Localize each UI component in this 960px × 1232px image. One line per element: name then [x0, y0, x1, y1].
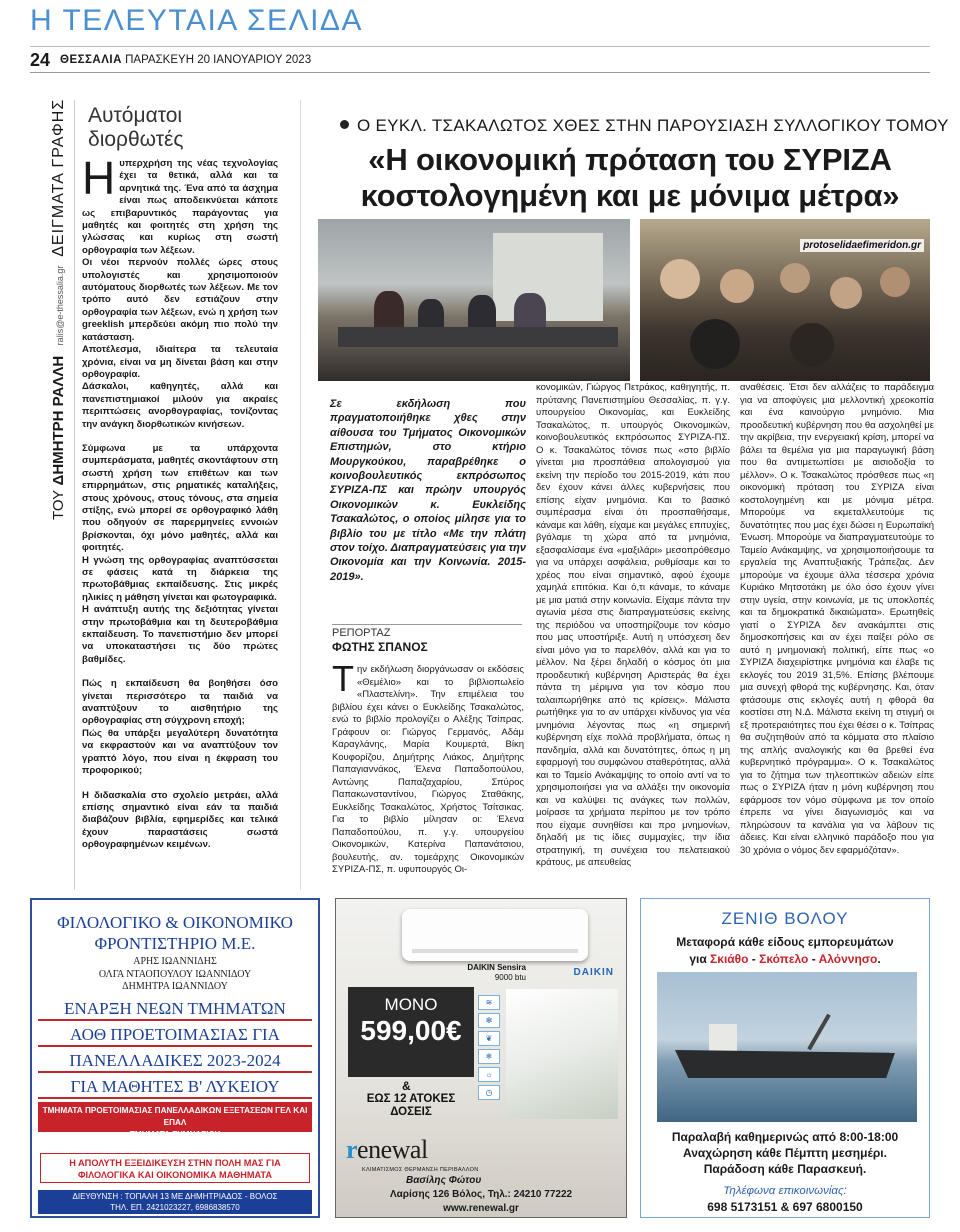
btu-rating: 9000 btu — [494, 973, 526, 982]
owner-name: Βασίλης Φώτου — [406, 1175, 482, 1186]
bullet-icon — [340, 120, 349, 129]
paragraph: Σύμφωνα με τα υπάρχοντα συμπεράσματα, μαθητές σκοντάφτουν στη σωστή χρήση των επιθέτων και των επιρρημάτων, στις ρηματικές καταλήξεις, στους χρόνους, στους τόνους, στα σημεία στίξης, ενώ μπορεί σε ορθογραφικό λάθη που οδηγούν σε παρερμηνείες εννοιών βρίσκονται, όχι μόνο μαθητές, αλλά και φοιτητές. — [82, 442, 278, 554]
paragraph: ην εκδήλωση διοργάνωσαν οι εκδόσεις «Θεμέλιο» και το βιβλιοπωλείο «Πλαστελίνη». Την επιμέλεια του βιβλίου έχει κάνει ο Ευκλείδης Τσακαλώτος, ενώ το βιβλίο προλογίζει ο Αλέξης Τσίπρας. Γράφουν οι: Γιώργος Γερμανός, Αδάμ Καραγλάνης, Μαρία Κουμερτά, Βίκη Κουφορίζου, Δημήτρης Λιάκος, Δημήτρης Παπαγιαννάκος, Έλενα Παπαδοπούλου, Αντώνης Παπαζαχαρίου, Σπύρος Παπακωνσταντίνου, Γιώργος Σταθάκης, Ευκλείδης Τσακαλώτος, Χρήστος Τσίτσικας. Για το βιβλίο μίλησαν οι: Έλενα Παπαδοπούλου, π. γ.γ. υπουργείου Οικονομικών, Κατερίνα Παπανάτσιου, βουλευτής, αν. τομεάρχης Οικονομικών ΣΥΡΙΖΑ-ΠΣ, π. υφυπουργός Οι- — [332, 664, 524, 875]
ac-vent — [412, 949, 578, 953]
ad-title-line: ΦΙΛΟΛΟΓΙΚΟ & ΟΙΚΟΝΟΜΙΚΟ — [57, 913, 293, 932]
renewal-ad — [335, 898, 627, 1218]
article-column: αναθέσεις. Έτσι δεν αλλάζεις το παράδειγμα για να αποφύγεις μια μελλοντική χρεοκοπία και ένα καινούργιο μνημόνιο. Μια προοδευτική κυβέρνηση που θα ασχοληθεί με την ακρίβεια, την ενεργειακή κρίση, μπορεί να βάλει τα θεμέλια για μια παραγωγική βάση που θα αντιμετωπίσει με αισιοδοξία το μέλλον». Ο κ. Τσακαλώτος πρόσθεσε πως «η οικονομική πρόταση του ΣΥΡΙΖΑ είναι κοστολογημένη και με μόνιμα μέτρα. Μπορούμε να εκμεταλλευτούμε τις δυνατότητες που μας έχει δώσει η Ευρωπαϊκή Ένωση. Μπορούμε να διαπραγματευτούμε το Ταμείο Ανάκαμψης, να χρησιμοποιήσουμε τα εργαλεία της Αναπτυξιακής Τράπεζας. Δεν μπορούμε να έχουμε άλλα τέσσερα χρόνια Κυριάκο Μητσοτάκη με όλο όσο έχουν γίνει στην υγεία, στην κοινωνία, με τις υποκλοπές και τα δημοκρατικά δικαιώματα». Ερωτηθείς γιατί ο ΣΥΡΙΖΑ δεν ανακάμπτει στις δημοσκοπήσεις και αν έχει παίξει ρόλο σε αυτό η μνημονιακή πολιτική, είπε πως «ο ΣΥΡΙΖΑ διαχειρίστηκε μνημόνια και έλαβε τις εκλογές του 2019 31,5%. Επίσης βλέπουμε μια συνεχή φθορά της κυβέρνησης. Και, όταν φτάσουμε στις εκλογές αυτή η φθορά θα κοστίσει στη Ν.Δ. Μάλιστα εκείνη τη στιγμή οι εξ προτεραιότητες που έχει θέσει ο κ. Τσίπρας θα συζητηθούν από τα κόμματα στο πλαίσιο της απλής αναλογικής και θα βρεθεί ένα κυβερνητικό πρόγραμμα». Ο κ. Τσακαλώτος για το ζήτημα των τηλεοπτικών αδειών είπε πως ο ΣΥΡΙΖΑ ήταν η μόνη κυβέρνηση που εφάρμοσε τον νόμο σύμφωνα με τον οποίο έπρεπε να γίνει διαγωνισμός και να πληρώσουν τα κανάλια για να λάβουν τις άδειες. Και είναι ελληνικό παράδοξο που για 30 χρόνια ο νόμος δεν εφαρμόζόταν». — [740, 382, 934, 856]
destination: Σκιάθο — [710, 952, 749, 966]
audience-figure — [660, 259, 700, 299]
daikin-logo: DAIKIN — [573, 967, 614, 978]
installments-line: ΕΩΣ 12 ΑΤΟΚΕΣ — [366, 1093, 456, 1105]
specialty-text: Η ΑΠΟΛΥΤΗ ΕΞΕΙΔΙΚΕΥΣΗ ΣΤΗΝ ΠΟΛΗ ΜΑΣ ΓΙΑ — [69, 1158, 281, 1168]
teacher-name: ΑΡΗΣ ΙΩΑΝΝΙΔΗΣ — [133, 956, 217, 967]
dropcap: Η — [82, 152, 116, 204]
column-name: ΔΕΙΓΜΑΤΑ ΓΡΑΦΗΣ — [50, 98, 67, 257]
ad-title-line: ΦΡΟΝΤΙΣΤΗΡΙΟ Μ.Ε. — [94, 934, 256, 953]
paragraph: Πώς η εκπαίδευση θα βοηθήσει όσο γίνεται περισσότερο τα παιδιά να αναπτύξουν το αισθητήριο της ορθογραφίας στη σύγχρονη εποχή; — [82, 678, 278, 727]
paragraph: Η διδασκαλία στο σχολείο μετράει, αλλά επίσης σημαντικό είναι εάν τα παιδιά διαβάζουν βιβλία, εφημερίδες και τελικά έχουν παραστάσεις σωστά ορθογραφημένων κειμένων. — [82, 789, 278, 851]
ac-model — [466, 963, 526, 983]
audience-figure — [690, 319, 740, 369]
website-link[interactable]: www.renewal.gr — [443, 1203, 519, 1214]
audience-figure — [830, 277, 862, 309]
ship-photo — [657, 972, 917, 1122]
ad-line: ΕΝΑΡΞΗ ΝΕΩΝ ΤΜΗΜΑΤΩΝ — [38, 998, 312, 1021]
phone-numbers: 698 5173151 & 697 6800150 — [707, 1200, 863, 1214]
feature-icons — [478, 995, 502, 1103]
ship-hull — [675, 1050, 895, 1078]
schedule-line: Παράδοση κάθε Παρασκευή. — [703, 1162, 867, 1176]
renewal-logo — [346, 1135, 496, 1165]
snowflake-icon: ❄ — [478, 1049, 500, 1064]
schedule-line: Παραλαβή καθημερινώς από 8:00-18:00 — [671, 1130, 899, 1144]
masthead — [60, 54, 311, 66]
price-prefix: ΜΟΝΟ — [384, 995, 438, 1014]
audience-figure — [720, 269, 754, 303]
model-name: DAIKIN Sensira — [467, 963, 526, 972]
price: 599,00€ — [360, 1015, 462, 1046]
schedule-line: Αναχώρηση κάθε Πέμπτη μεσημέρι. — [683, 1146, 887, 1160]
ad-line: ΑΟΘ ΠΡΟΕΤΟΙΜΑΣΙΑΣ ΓΙΑ — [38, 1024, 312, 1047]
paragraph: Οι νέοι περνούν πολλές ώρες στους υπολογιστές και χρησιμοποιούν αυτόματους διορθωτές των λέξεων. Με τον τρόπο αυτό δεν εστιάζουν στην ορθογραφία των λέξεων, ενώ η χρήση των greeklish μπερδεύει ακόμη πιο πολύ την κατάσταση. — [82, 257, 278, 343]
school-ad — [30, 898, 320, 1218]
destination: Σκόπελο — [759, 952, 809, 966]
leaf-icon: ❦ — [478, 1031, 500, 1046]
audience-photo — [640, 219, 930, 381]
article-headline: «Η οικονομική πρόταση του ΣΥΡΙΖΑ κοστολογημένη και με μόνιμα μέτρα» — [360, 142, 900, 213]
phone-text: ΤΗΛ. ΕΠ. 2421023227, 6986838570 — [110, 1203, 240, 1212]
photo-caption: Σε εκδήλωση που πραγματοποιήθηκε χθες στην αίθουσα του Τμήματος Οικονομικών Επιστημών, στο κτήριο Μουργκούκου, παραβρέθηκε ο κοινοβουλευτικός εκπρόσωπος ΣΥΡΙΖΑ-ΠΣ και πρώην υπουργός Οικονομικών κ. Ευκλείδης Τσακαλώτος, ο οποίος μίλησε για το βιβλίο του με τίτλο «Με την πλάτη στον τοίχο. Διαπραγματεύσεις για την Οικονομία και την Κοινωνία. 2015-2019». — [330, 398, 526, 583]
paragraph: υπερχρήση της νέας τεχνολογίας έχει τα θετικά, αλλά και τα αρνητικά της. Ένα από τα άσχημα είναι πως αποδεικνύεται κάποτε ως επιβαρυντικός παράγοντας για μαθητές και φοιτητές στη χρήση της γλώσσας και κυρίως στη σωστή ορθογραφία των λέξεων. — [82, 158, 278, 256]
divider — [30, 72, 930, 73]
teacher-name: ΟΛΓΑ ΝΤΑΟΠΟΥΛΟΥ ΙΩΑΝΝΙΔΟΥ — [98, 968, 252, 980]
teacher-name: ΔΗΜΗΤΡΑ ΙΩΑΝΝΙΔΟΥ — [122, 981, 228, 992]
destination: Αλόννησο — [818, 952, 878, 966]
installments — [348, 1093, 474, 1119]
air-conditioner-image — [402, 909, 588, 961]
paragraph: Δάσκαλοι, καθηγητές, αλλά και πανεπιστημιακοί μιλούν για ακραίες περιπτώσεις ανορθογραφίας, τονίζοντας την ανάγκη διορθωτικών κινήσεων. — [82, 381, 278, 430]
paragraph: Η γνώση της ορθογραφίας αναπτύσσεται σε φάσεις κατά τη διάρκεια της πρωτοβάθμιας εκπαίδευσης. Στις μικρές ηλικίες η μάθηση γίνεται και φωτογραφικά. — [82, 554, 278, 603]
article-kicker — [340, 116, 949, 136]
ad-line: ΠΑΝΕΛΛΑΔΙΚΕΣ 2023-2024 — [38, 1050, 312, 1073]
watermark: protoselidaefimeridon.gr — [800, 239, 924, 252]
specialty-text: ΦΙΛΟΛΟΓΙΚΑ ΚΑΙ ΟΙΚΟΝΟΜΙΚΑ ΜΑΘΗΜΑΤΑ — [78, 1170, 272, 1180]
service-description — [641, 934, 929, 968]
opinion-title — [88, 104, 298, 152]
author-name: ΔΗΜΗΤΡΗ ΡΑΛΛΗ — [50, 355, 67, 486]
panel-table — [338, 327, 618, 347]
red-bar-text: ΤΜΗΜΑΤΑ ΠΡΟΕΤΟΙΜΑΣΙΑΣ ΠΑΝΕΛΛΑΔΙΚΩΝ ΕΞΕΤΑΣΕΩΝ ΓΕΛ ΚΑΙ ΕΠΑΛ — [42, 1106, 308, 1127]
phone-label: Τηλέφωνα επικοινωνίας: — [723, 1185, 847, 1197]
byline-prefix: ΤΟΥ — [50, 489, 67, 520]
sun-icon: ☼ — [478, 1067, 500, 1082]
service-line: Μεταφορά κάθε είδους εμπορευμάτων — [676, 935, 894, 949]
logo-tagline: ΚΛΙΜΑΤΙΣΜΟΣ ΘΕΡΜΑΝΣΗ ΠΕΡΙΒΑΛΛΟΝ — [362, 1167, 479, 1173]
paragraph: Η ανάπτυξη αυτής της δεξιότητας γίνεται στην πρωτοβάθμια και τη δευτεροβάθμια εκπαίδευση. Το πανεπιστήμιο δεν μπορεί να υποκαταστήσει τις δύο πρώτες βαθμίδες. — [82, 604, 278, 665]
room-photo — [506, 989, 618, 1119]
ad-title — [32, 912, 318, 954]
ad-address — [38, 1190, 312, 1214]
audience-figure — [790, 323, 834, 367]
opinion-body — [82, 152, 278, 852]
ship-bridge — [709, 1024, 737, 1052]
ad-red-bar — [38, 1102, 312, 1139]
wifi-icon: ≋ — [478, 995, 500, 1010]
paper-name: ΘΕΣΣΑΛΙΑ — [60, 54, 122, 66]
ad-specialty — [40, 1153, 310, 1183]
section-title: Η ΤΕΛΕΥΤΑΙΑ ΣΕΛΙΔΑ — [30, 4, 363, 37]
fan-icon: ✻ — [478, 1013, 500, 1028]
paragraph: Αποτέλεσμα, ιδιαίτερα τα τελευταία χρόνια, είναι να μη δίνεται βάση και στην ορθογραφία. — [82, 344, 278, 380]
destinations-prefix: για — [689, 952, 707, 966]
zenith-ad — [640, 898, 930, 1218]
ampersand: & — [402, 1079, 411, 1093]
paragraph: Πώς θα υπάρξει μεγαλύτερη δυνατότητα να εκφραστούν και να αναπτύξουν τον γραπτό λόγο, που είναι η έκφραση του προφορικού; — [82, 727, 278, 777]
price-box — [348, 987, 474, 1077]
opinion-title-line: Αυτόματοι — [88, 104, 183, 127]
divider — [30, 46, 930, 47]
issue-date: ΠΑΡΑΣΚΕΥΗ 20 ΙΑΝΟΥΑΡΙΟΥ 2023 — [125, 54, 312, 66]
dropcap: Τ — [332, 658, 354, 699]
event-photo-panel — [318, 219, 630, 381]
logo-initial: r — [346, 1135, 358, 1164]
logo-text: enewal — [357, 1135, 428, 1164]
divider — [74, 100, 75, 890]
article-column: κονομικών, Γιώργος Πετράκος, καθηγητής, π. πρύτανης Πανεπιστημίου Θεσσαλίας, π. γ.γ. υπουργείου Οικονομίας, και Ευκλείδης Τσακαλώτος, π. υπουργός Οικονομικών, κοινοβουλευτικός εκπρόσωπος ΣΥΡΙΖΑ-ΠΣ. Ο κ. Τσακαλώτος τόνισε πως «στο βιβλίο γίνεται μια προσπάθεια απολογισμού για εκείνη την περίοδο του 2015-2019, κάτι που δεν έχουν κάνει άλλες κυβερνήσεις που επίσης είχαν μνημόνια. Και το βασικό συμπέρασμα είναι ότι προσπαθήσαμε, κάναμε και λάθη, είχαμε και μεγάλες επιτυχίες, βγάλαμε τη χώρα από τα μνημόνια, εξασφαλίσαμε ένα «μαξιλάρι» μεσοπρόθεσμο για να υπάρχει ασφάλεια, ρυθμίσαμε και το χρέος που είναι σημαντικό, αφού έχουμε χαμηλά επιτόκια. Και ό,τι κάναμε, το κάναμε με μια ματιά στην κοινωνία. Είχαμε πάντα την αγωνία μέσα στις διαπραγματεύσεις εκείνης της περιόδου να υποστηρίζουμε τον κόσμο που μας υποστήριξε. Αυτή η υπόσχεση δεν είναι μόνο για το παρελθόν, αλλά και για το μέλλον. Να ξέρει δηλαδή ο κόσμος ότι μια προοδευτική κυβέρνηση Αριστεράς θα έχει πάντα τη μέριμνα για τον κόσμο που ταλαιπωρήθηκε από τις κρίσεις». Μάλιστα ρωτήθηκε για το αν υπάρχει κίνδυνος για νέα μνημόνια λέγοντας πως «η σημερινή κυβέρνηση είχε πολλά προβλήματα, όπως η πανδημία, αλλά και δυνατότητες, όπως η μη εφαρμογή του συμφώνου σταθερότητας, αλλά και το Ταμείο Ανάκαμψης το οποίο αντί να το χρησιμοποιήσει για να αλλάξει την οικονομία και να καλύψει τις ανάγκες των πολλών, μοίρασε τα χρήματα περίπου με τον τρόπο που είχαμε συνηθίσει και προ μνημονίων, δηλαδή με τις ίδιες συμμαχίες, την ίδια στρατηγική, τη συνέχεια του πελατειακού κράτους, με απευθείας — [536, 382, 730, 868]
author-email: ralis@e-thessalia.gr — [55, 265, 65, 346]
kicker-text: Ο ΕΥΚΛ. ΤΣΑΚΑΛΩΤΟΣ ΧΘΕΣ ΣΤΗΝ ΠΑΡΟΥΣΙΑΣΗ ΣΥΛΛΟΓΙΚΟΥ ΤΟΜΟΥ — [357, 116, 949, 135]
article-column — [332, 658, 524, 877]
page-number: 24 — [30, 50, 51, 70]
schedule-info — [641, 1129, 929, 1177]
ad-names — [32, 956, 318, 994]
divider — [300, 100, 301, 890]
ad-line: ΓΙΑ ΜΑΘΗΤΕΣ Β' ΛΥΚΕΙΟΥ — [38, 1076, 312, 1099]
address-text: ΔΙΕΥΘΥΝΣΗ : ΤΟΠΑΛΗ 13 ΜΕ ΔΗΜΗΤΡΙΑΔΟΣ - ΒΟΛΟΣ — [72, 1192, 278, 1201]
projection-screen — [493, 233, 603, 321]
report-author: ΦΩΤΗΣ ΣΠΑΝΟΣ — [332, 640, 428, 654]
destinations: για Σκιάθο - Σκόπελο - Αλόννησο. — [689, 952, 881, 966]
divider — [332, 624, 522, 625]
red-bar-text: ΤΜΗΜΑΤΑ ΓΥΜΝΑΣΙΟΥ — [129, 1130, 221, 1139]
audience-figure — [780, 263, 810, 293]
opinion-title-line: διορθωτές — [88, 128, 184, 151]
ship-crane — [807, 1014, 830, 1051]
report-label: ΡΕΠΟΡΤΑΖ — [332, 627, 391, 639]
store-address: Λαρίσης 126 Βόλος, Τηλ.: 24210 77222 — [389, 1189, 573, 1200]
installments-line: ΔΟΣΕΙΣ — [390, 1106, 432, 1118]
timer-icon: ◷ — [478, 1085, 500, 1100]
company-name: ΖΕΝΙΘ ΒΟΛΟΥ — [721, 909, 849, 928]
audience-figure — [880, 267, 910, 297]
